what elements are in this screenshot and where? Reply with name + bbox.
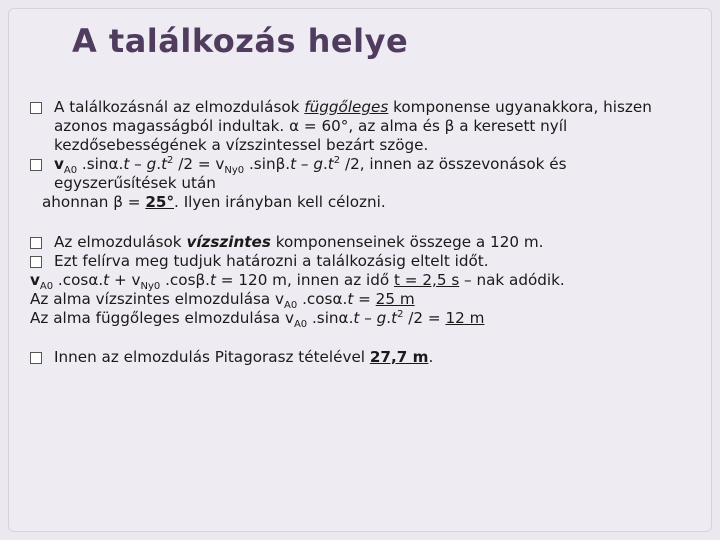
total-displacement-value: 27,7 m bbox=[369, 348, 429, 366]
bullet-pythagoras bbox=[30, 348, 690, 367]
beta-result-line: ahonnan β = 25°. Ilyen irányban kell célozni. bbox=[42, 193, 386, 211]
bullet-equation bbox=[30, 155, 690, 193]
vertical-displacement-value: 12 m bbox=[445, 309, 485, 327]
bullet-horizontal-text: Az elmozdulások vízszintes komponenseinek összege a 120 m. bbox=[54, 233, 544, 251]
bullet-box-icon bbox=[30, 252, 50, 273]
equation-text: $v_{A0}$ $.\sin\alpha.t - g.t^2$ $/2 = v_{Ny0}$ $.\sin\beta.t - g.t^2$ /2, innen az összevonások és egyszerűsítések után bbox=[54, 154, 567, 192]
bullet-box-icon bbox=[30, 98, 50, 119]
bullet-time bbox=[30, 252, 690, 271]
slide-title: A találkozás helye bbox=[72, 22, 409, 60]
bullet-box-icon bbox=[30, 348, 50, 369]
bullet-pythagoras-text: Innen az elmozdulás Pitagorasz tételével 27,7 m. bbox=[54, 348, 434, 366]
bullet-vertical-text: A találkozásnál az elmozdulások függőleges komponense ugyanakkora, hiszen azonos magasságból indultak. α = 60°, az alma és β a keresett nyíl kezdősebességének a vízszintessel bezárt szöge. bbox=[54, 98, 652, 154]
horizontal-displacement-line: Az alma vízszintes elmozdulása $v_{A0}$ .cosα.t = 25 m bbox=[30, 290, 415, 312]
bullet-box-icon bbox=[30, 155, 50, 176]
bullet-vertical bbox=[30, 98, 690, 155]
time-value: t = 2,5 s bbox=[394, 271, 460, 289]
time-equation-line: $v_{A0}$ $.\cos\alpha.t + v_{Ny0}$ .cosβ.t = 120 m, innen az idő t = 2,5 s – nak adódik. bbox=[30, 271, 565, 293]
bullet-box-icon bbox=[30, 233, 50, 254]
horizontal-displacement-value: 25 m bbox=[375, 290, 415, 308]
beta-value: 25° bbox=[145, 193, 175, 211]
bullet-horizontal bbox=[30, 233, 690, 252]
bullet-time-text: Ezt felírva meg tudjuk határozni a találkozásig eltelt időt. bbox=[54, 252, 489, 270]
slide-content bbox=[30, 98, 690, 367]
vertical-displacement-line: Az alma függőleges elmozdulása $v_{A0}$ $.\sin\alpha.t - g.t^2$ /2 = 12 m bbox=[30, 308, 485, 331]
